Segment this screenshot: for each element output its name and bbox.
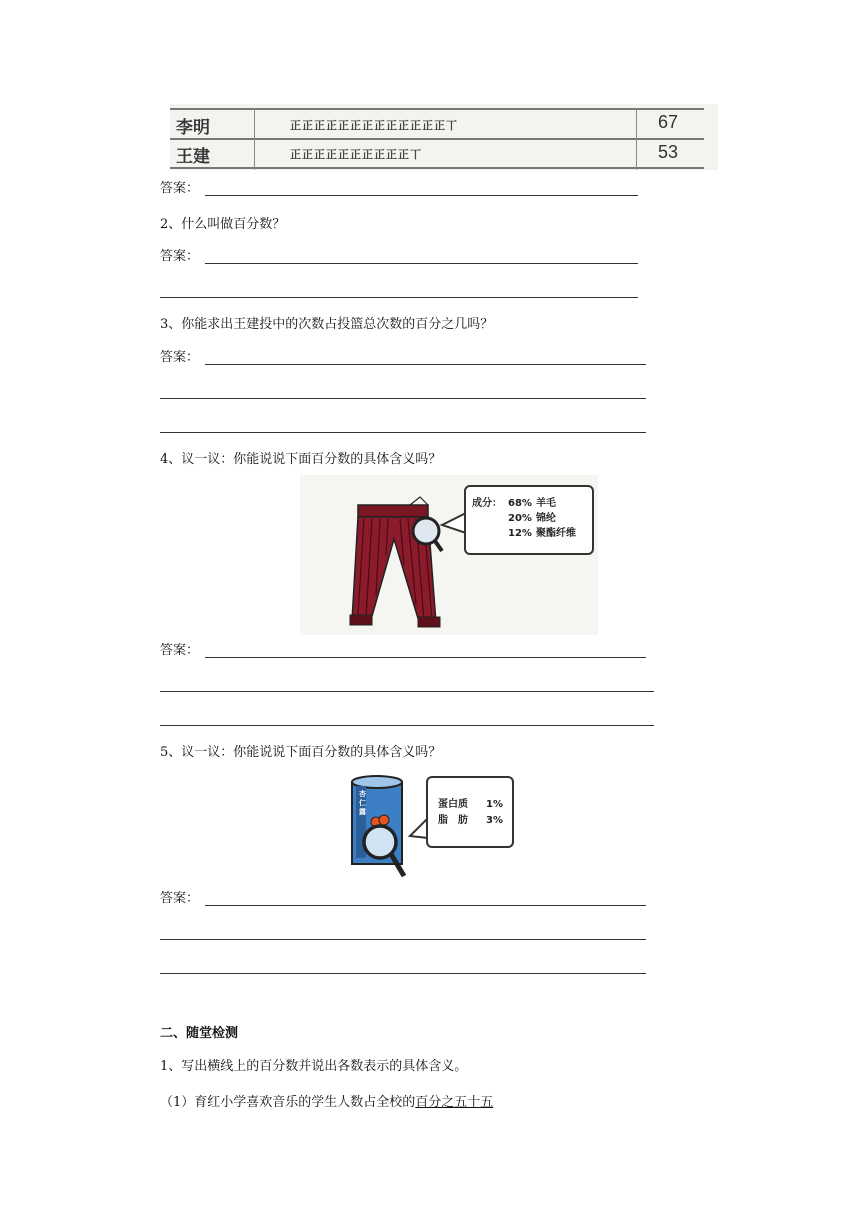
answer-label: 答案： bbox=[160, 350, 200, 365]
answer-line bbox=[160, 398, 646, 399]
composition-name-2: 锦纶 bbox=[536, 513, 556, 524]
tally-name-2: 王建 bbox=[176, 147, 210, 167]
question-5: 5、议一议：你能说说下面百分数的具体含义吗？ bbox=[160, 745, 442, 760]
answer-line bbox=[205, 657, 646, 658]
answer-line bbox=[205, 195, 638, 196]
answer-line bbox=[160, 725, 654, 726]
answer-line bbox=[160, 691, 654, 692]
section-2-question-1: 1、写出横线上的百分数并说出各数表示的具体含义。 bbox=[160, 1059, 468, 1074]
nutrition-name-1: 蛋白质 bbox=[438, 799, 468, 810]
question-1-1-underlined: 百分之五十五 bbox=[415, 1095, 494, 1110]
question-2: 2、什么叫做百分数？ bbox=[160, 217, 286, 232]
composition-name-1: 羊毛 bbox=[536, 498, 556, 509]
nutrition-label-bubble bbox=[426, 776, 514, 848]
answer-label: 答案： bbox=[160, 891, 200, 906]
composition-name-3: 聚酯纤维 bbox=[536, 528, 576, 539]
tally-table-image bbox=[170, 104, 718, 170]
tally-name-1: 李明 bbox=[176, 118, 210, 138]
question-3: 3、你能求出王建投中的次数占投篮总次数的百分之几吗？ bbox=[160, 317, 494, 332]
question-4: 4、议一议：你能说说下面百分数的具体含义吗？ bbox=[160, 452, 442, 467]
answer-line bbox=[160, 297, 638, 298]
answer-line bbox=[160, 973, 646, 974]
answer-line bbox=[205, 905, 646, 906]
tally-marks-1: 正正正正正正正正正正正正正丅 bbox=[290, 119, 458, 132]
section-2-title: 二、随堂检测 bbox=[160, 1026, 239, 1041]
answer-line bbox=[205, 364, 646, 365]
tally-count-2: 53 bbox=[658, 142, 679, 162]
question-1-1-prefix: （1）育红小学喜欢音乐的学生人数占全校的 bbox=[160, 1095, 416, 1110]
nutrition-pct-2: 3% bbox=[486, 815, 503, 826]
composition-pct-2: 20% bbox=[508, 513, 532, 524]
composition-heading: 成分： bbox=[472, 498, 502, 509]
nutrition-name-2: 脂 肪 bbox=[438, 815, 468, 826]
answer-label: 答案： bbox=[160, 643, 200, 658]
answer-line bbox=[160, 432, 646, 433]
nutrition-pct-1: 1% bbox=[486, 799, 503, 810]
can-figure bbox=[340, 772, 520, 882]
tally-marks-2: 正正正正正正正正正正丅 bbox=[290, 148, 422, 161]
pants-figure bbox=[300, 475, 598, 635]
composition-pct-3: 12% bbox=[508, 528, 532, 539]
tally-count-1: 67 bbox=[658, 112, 679, 132]
can-brand-text: 杏仁露 bbox=[359, 790, 366, 816]
answer-line bbox=[205, 263, 638, 264]
answer-line bbox=[160, 939, 646, 940]
composition-label-bubble bbox=[464, 485, 594, 555]
answer-label: 答案： bbox=[160, 249, 200, 264]
section-2-question-1-1 bbox=[160, 1094, 493, 1112]
answer-label: 答案： bbox=[160, 181, 200, 196]
composition-pct-1: 68% bbox=[508, 498, 532, 509]
